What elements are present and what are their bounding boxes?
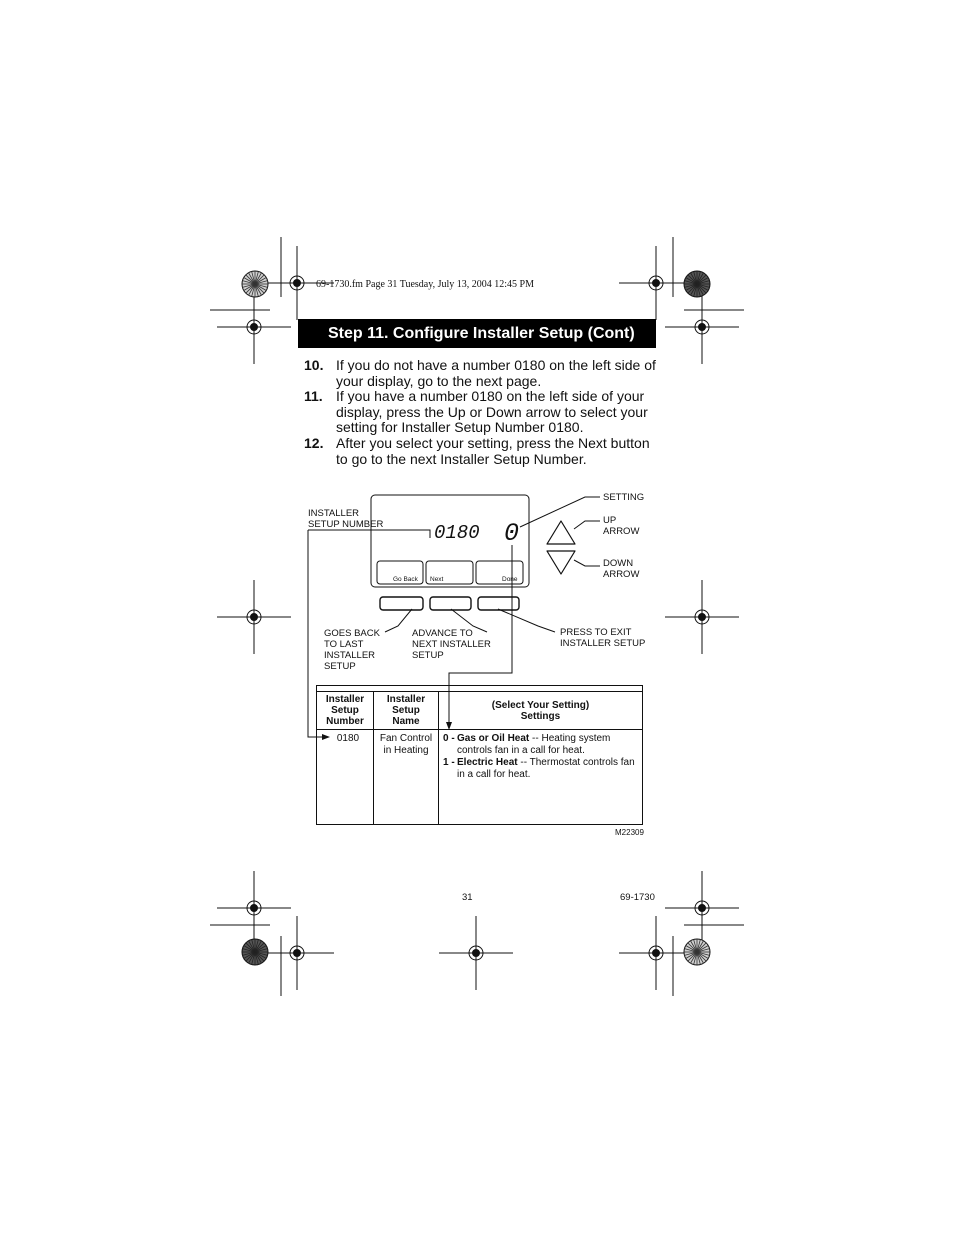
section-title: Step 11. Configure Installer Setup (Cont) xyxy=(298,319,656,348)
label-advance: ADVANCE TO NEXT INSTALLER SETUP xyxy=(412,628,491,661)
step-number: 10. xyxy=(304,357,324,373)
step-text: After you select your setting, press the Next button to go to the next Installer Setup Number. xyxy=(336,434,650,467)
step-number: 11. xyxy=(304,388,323,405)
step-text: If you do not have a number 0180 on the left side of your display, go to the next page. xyxy=(336,357,656,389)
col-header-name: Installer Setup Name xyxy=(374,692,439,730)
cell-setup-number: 0180 xyxy=(317,730,374,825)
step-number: 12. xyxy=(304,434,324,451)
document-number: 69-1730 xyxy=(620,892,655,903)
setting-code: 0 - xyxy=(443,733,455,744)
up-arrow-icon xyxy=(547,521,575,544)
display-setup-number: 0180 xyxy=(434,522,480,544)
setting-option xyxy=(443,733,638,757)
go-back-button xyxy=(380,597,423,610)
table-row xyxy=(317,730,643,825)
setting-option xyxy=(443,757,638,781)
soft-key-label: Go Back xyxy=(393,576,418,583)
soft-key-label: Done xyxy=(502,576,518,583)
label-up-arrow: UP ARROW xyxy=(603,515,640,537)
settings-table xyxy=(316,685,643,825)
down-arrow-icon xyxy=(547,551,575,574)
col-header-settings: (Select Your Setting) Settings xyxy=(439,692,643,730)
setting-name: Gas or Oil Heat xyxy=(457,733,530,744)
cell-settings xyxy=(439,730,643,825)
label-press-exit: PRESS TO EXIT INSTALLER SETUP xyxy=(560,627,646,649)
label-goes-back: GOES BACK TO LAST INSTALLER SETUP xyxy=(324,628,380,672)
step-text: If you have a number 0180 on the left side of your display, press the Up or Down arrow to select your setting for Installer Setup Number 0180. xyxy=(336,388,648,436)
label-setting: SETTING xyxy=(603,492,645,503)
setting-desc: -- Thermostat controls fan in a call for heat. xyxy=(457,757,635,780)
label-down-arrow: DOWN ARROW xyxy=(603,558,640,580)
done-button xyxy=(478,597,519,610)
setting-name: Electric Heat xyxy=(457,757,518,768)
setting-code: 1 - xyxy=(443,757,455,768)
page-number: 31 xyxy=(462,892,473,903)
figure-code: M22309 xyxy=(615,828,644,837)
next-button xyxy=(430,597,471,610)
print-header: 69-1730.fm Page 31 Tuesday, July 13, 2004 12:45 PM xyxy=(316,279,534,290)
label-installer-setup-number: INSTALLER SETUP NUMBER xyxy=(308,508,384,530)
soft-key-label: Next xyxy=(430,576,444,583)
cell-setup-name: Fan Control in Heating xyxy=(374,730,439,825)
col-header-number: Installer Setup Number xyxy=(317,692,374,730)
display-setting: 0 xyxy=(504,519,520,548)
setting-desc: -- Heating system controls fan in a call for heat. xyxy=(457,733,611,756)
